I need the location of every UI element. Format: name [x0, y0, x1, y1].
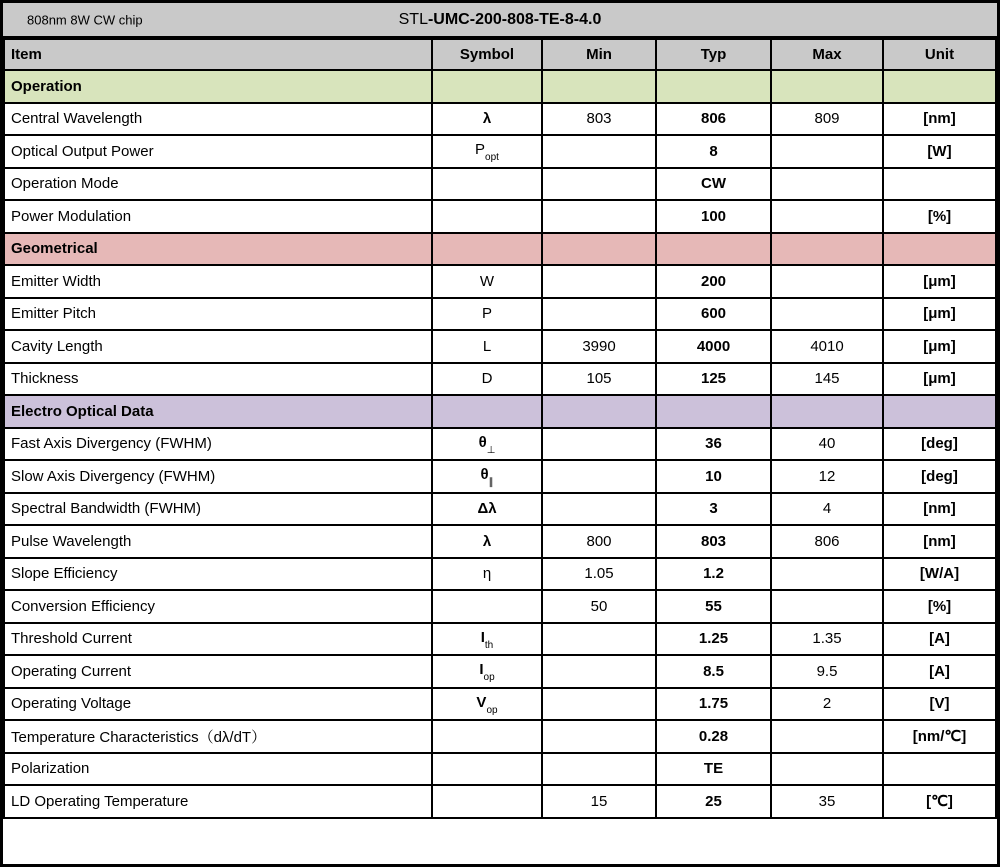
max-cell: 806: [771, 525, 883, 558]
unit-cell: [883, 753, 996, 786]
typ-cell: 8: [656, 135, 771, 168]
max-cell: 2: [771, 688, 883, 721]
typ-cell: 200: [656, 265, 771, 298]
table-row: [4, 298, 996, 331]
symbol-main: λ: [482, 110, 492, 128]
symbol-main: θ: [478, 433, 487, 451]
max-cell: 9.5: [771, 655, 883, 688]
typ-cell: 600: [656, 298, 771, 331]
min-cell: [542, 688, 656, 721]
symbol-cell: [432, 363, 542, 396]
typ-cell: 8.5: [656, 655, 771, 688]
min-cell: [542, 493, 656, 526]
section-filler-cell: [771, 70, 883, 103]
section-filler-cell: [883, 233, 996, 266]
symbol-cell: [432, 493, 542, 526]
table-row: [4, 623, 996, 656]
item-cell: Slow Axis Divergency (FWHM): [4, 460, 432, 493]
unit-cell: [μm]: [883, 265, 996, 298]
table-row: [4, 200, 996, 233]
section-filler-cell: [542, 70, 656, 103]
typ-cell: 1.75: [656, 688, 771, 721]
section-filler-cell: [432, 233, 542, 266]
min-cell: 800: [542, 525, 656, 558]
typ-cell: 1.2: [656, 558, 771, 591]
typ-cell: 125: [656, 363, 771, 396]
item-cell: Fast Axis Divergency (FWHM): [4, 428, 432, 461]
unit-cell: [%]: [883, 200, 996, 233]
min-cell: [542, 655, 656, 688]
table-row: [4, 363, 996, 396]
symbol-main: η: [482, 565, 492, 583]
typ-cell: 36: [656, 428, 771, 461]
table-row: [4, 525, 996, 558]
item-cell: Optical Output Power: [4, 135, 432, 168]
symbol-cell: [432, 525, 542, 558]
section-filler-cell: [542, 395, 656, 428]
min-cell: [542, 623, 656, 656]
model-code: -UMC-200-808-TE-8-4.0: [427, 10, 602, 28]
table-row: [4, 785, 996, 818]
section-filler-cell: [656, 395, 771, 428]
max-cell: [771, 200, 883, 233]
section-row-geometrical: [4, 233, 996, 266]
symbol-cell: [432, 460, 542, 493]
symbol-cell: [432, 200, 542, 233]
symbol-cell: [432, 265, 542, 298]
section-filler-cell: [432, 395, 542, 428]
section-row-electro_optical: [4, 395, 996, 428]
max-cell: [771, 265, 883, 298]
table-row: [4, 590, 996, 623]
column-header-symbol: Symbol: [432, 39, 542, 70]
unit-cell: [%]: [883, 590, 996, 623]
spec-table-header: [4, 39, 996, 70]
typ-cell: 100: [656, 200, 771, 233]
max-cell: [771, 590, 883, 623]
max-cell: 40: [771, 428, 883, 461]
max-cell: [771, 753, 883, 786]
min-cell: [542, 200, 656, 233]
item-cell: Spectral Bandwidth (FWHM): [4, 493, 432, 526]
symbol-main: λ: [482, 532, 492, 550]
max-cell: 1.35: [771, 623, 883, 656]
symbol-cell: [432, 590, 542, 623]
typ-cell: TE: [656, 753, 771, 786]
table-row: [4, 655, 996, 688]
section-filler-cell: [883, 395, 996, 428]
spec-table: [3, 38, 997, 819]
table-row: [4, 688, 996, 721]
min-cell: [542, 265, 656, 298]
item-cell: Polarization: [4, 753, 432, 786]
min-cell: 803: [542, 103, 656, 136]
typ-cell: 0.28: [656, 720, 771, 753]
typ-cell: 4000: [656, 330, 771, 363]
symbol-cell: [432, 785, 542, 818]
min-cell: 105: [542, 363, 656, 396]
item-cell: Operating Voltage: [4, 688, 432, 721]
symbol-cell: [432, 330, 542, 363]
table-row: [4, 428, 996, 461]
symbol-cell: [432, 135, 542, 168]
item-cell: Threshold Current: [4, 623, 432, 656]
max-cell: 12: [771, 460, 883, 493]
typ-cell: 803: [656, 525, 771, 558]
section-label: Operation: [4, 70, 432, 103]
unit-cell: [nm]: [883, 103, 996, 136]
symbol-cell: [432, 168, 542, 201]
symbol-cell: [432, 688, 542, 721]
symbol-subscript: ⊥: [486, 444, 496, 456]
typ-cell: 1.25: [656, 623, 771, 656]
symbol-main: P: [475, 141, 486, 159]
max-cell: 145: [771, 363, 883, 396]
symbol-cell: [432, 558, 542, 591]
symbol-cell: [432, 298, 542, 331]
spec-table-body: [4, 70, 996, 818]
item-cell: Thickness: [4, 363, 432, 396]
max-cell: 35: [771, 785, 883, 818]
max-cell: [771, 558, 883, 591]
unit-cell: [883, 168, 996, 201]
symbol-subscript: op: [483, 672, 495, 684]
table-row: [4, 493, 996, 526]
title-bar: [3, 3, 997, 38]
min-cell: 50: [542, 590, 656, 623]
item-cell: Operation Mode: [4, 168, 432, 201]
item-cell: Power Modulation: [4, 200, 432, 233]
section-filler-cell: [656, 233, 771, 266]
max-cell: [771, 135, 883, 168]
min-cell: [542, 135, 656, 168]
symbol-cell: [432, 428, 542, 461]
header-row: [4, 39, 996, 70]
unit-cell: [V]: [883, 688, 996, 721]
column-header-unit: Unit: [883, 39, 996, 70]
min-cell: [542, 168, 656, 201]
typ-cell: 25: [656, 785, 771, 818]
section-filler-cell: [656, 70, 771, 103]
unit-cell: [nm]: [883, 525, 996, 558]
min-cell: [542, 460, 656, 493]
typ-cell: 55: [656, 590, 771, 623]
symbol-subscript: op: [486, 704, 498, 716]
symbol-main: I: [479, 661, 484, 679]
symbol-cell: [432, 623, 542, 656]
section-filler-cell: [432, 70, 542, 103]
section-row-operation: [4, 70, 996, 103]
model-prefix: STL: [398, 10, 428, 28]
symbol-subscript: opt: [485, 152, 499, 164]
table-row: [4, 103, 996, 136]
min-cell: 1.05: [542, 558, 656, 591]
unit-cell: [deg]: [883, 428, 996, 461]
table-row: [4, 460, 996, 493]
min-cell: [542, 753, 656, 786]
unit-cell: [μm]: [883, 298, 996, 331]
unit-cell: [deg]: [883, 460, 996, 493]
symbol-main: W: [479, 272, 495, 290]
max-cell: 4010: [771, 330, 883, 363]
symbol-main: D: [481, 370, 493, 388]
typ-cell: CW: [656, 168, 771, 201]
table-row: [4, 720, 996, 753]
item-cell: Emitter Pitch: [4, 298, 432, 331]
max-cell: [771, 720, 883, 753]
symbol-cell: [432, 753, 542, 786]
symbol-main: I: [480, 628, 485, 646]
symbol-main: θ: [480, 466, 489, 484]
max-cell: [771, 298, 883, 331]
symbol-subscript: th: [484, 639, 494, 651]
symbol-main: L: [482, 337, 492, 355]
table-row: [4, 753, 996, 786]
typ-cell: 3: [656, 493, 771, 526]
item-cell: Central Wavelength: [4, 103, 432, 136]
chip-description-label: 808nm 8W CW chip: [27, 12, 143, 27]
max-cell: 4: [771, 493, 883, 526]
typ-cell: 10: [656, 460, 771, 493]
section-label: Geometrical: [4, 233, 432, 266]
column-header-typ: Typ: [656, 39, 771, 70]
unit-cell: [nm/℃]: [883, 720, 996, 753]
unit-cell: [μm]: [883, 330, 996, 363]
table-row: [4, 558, 996, 591]
unit-cell: [W]: [883, 135, 996, 168]
item-cell: Pulse Wavelength: [4, 525, 432, 558]
section-filler-cell: [542, 233, 656, 266]
min-cell: 3990: [542, 330, 656, 363]
column-header-item: Item: [4, 39, 432, 70]
symbol-subscript: ∥: [488, 477, 494, 489]
unit-cell: [A]: [883, 623, 996, 656]
max-cell: 809: [771, 103, 883, 136]
typ-cell: 806: [656, 103, 771, 136]
table-row: [4, 265, 996, 298]
section-label: Electro Optical Data: [4, 395, 432, 428]
unit-cell: [W/A]: [883, 558, 996, 591]
section-filler-cell: [883, 70, 996, 103]
item-cell: Slope Efficiency: [4, 558, 432, 591]
column-header-max: Max: [771, 39, 883, 70]
unit-cell: [A]: [883, 655, 996, 688]
min-cell: [542, 298, 656, 331]
item-cell: Conversion Efficiency: [4, 590, 432, 623]
symbol-cell: [432, 103, 542, 136]
symbol-main: V: [476, 693, 487, 711]
item-cell: Emitter Width: [4, 265, 432, 298]
max-cell: [771, 168, 883, 201]
min-cell: 15: [542, 785, 656, 818]
min-cell: [542, 428, 656, 461]
table-row: [4, 135, 996, 168]
symbol-cell: [432, 655, 542, 688]
model-number: [399, 11, 602, 29]
table-row: [4, 330, 996, 363]
unit-cell: [μm]: [883, 363, 996, 396]
section-filler-cell: [771, 395, 883, 428]
symbol-cell: [432, 720, 542, 753]
symbol-main: Δλ: [477, 500, 497, 518]
table-row: [4, 168, 996, 201]
item-cell: Cavity Length: [4, 330, 432, 363]
item-cell: Temperature Characteristics（dλ/dT）: [4, 720, 432, 753]
unit-cell: [℃]: [883, 785, 996, 818]
item-cell: LD Operating Temperature: [4, 785, 432, 818]
column-header-min: Min: [542, 39, 656, 70]
section-filler-cell: [771, 233, 883, 266]
item-cell: Operating Current: [4, 655, 432, 688]
unit-cell: [nm]: [883, 493, 996, 526]
min-cell: [542, 720, 656, 753]
symbol-main: P: [481, 305, 492, 323]
